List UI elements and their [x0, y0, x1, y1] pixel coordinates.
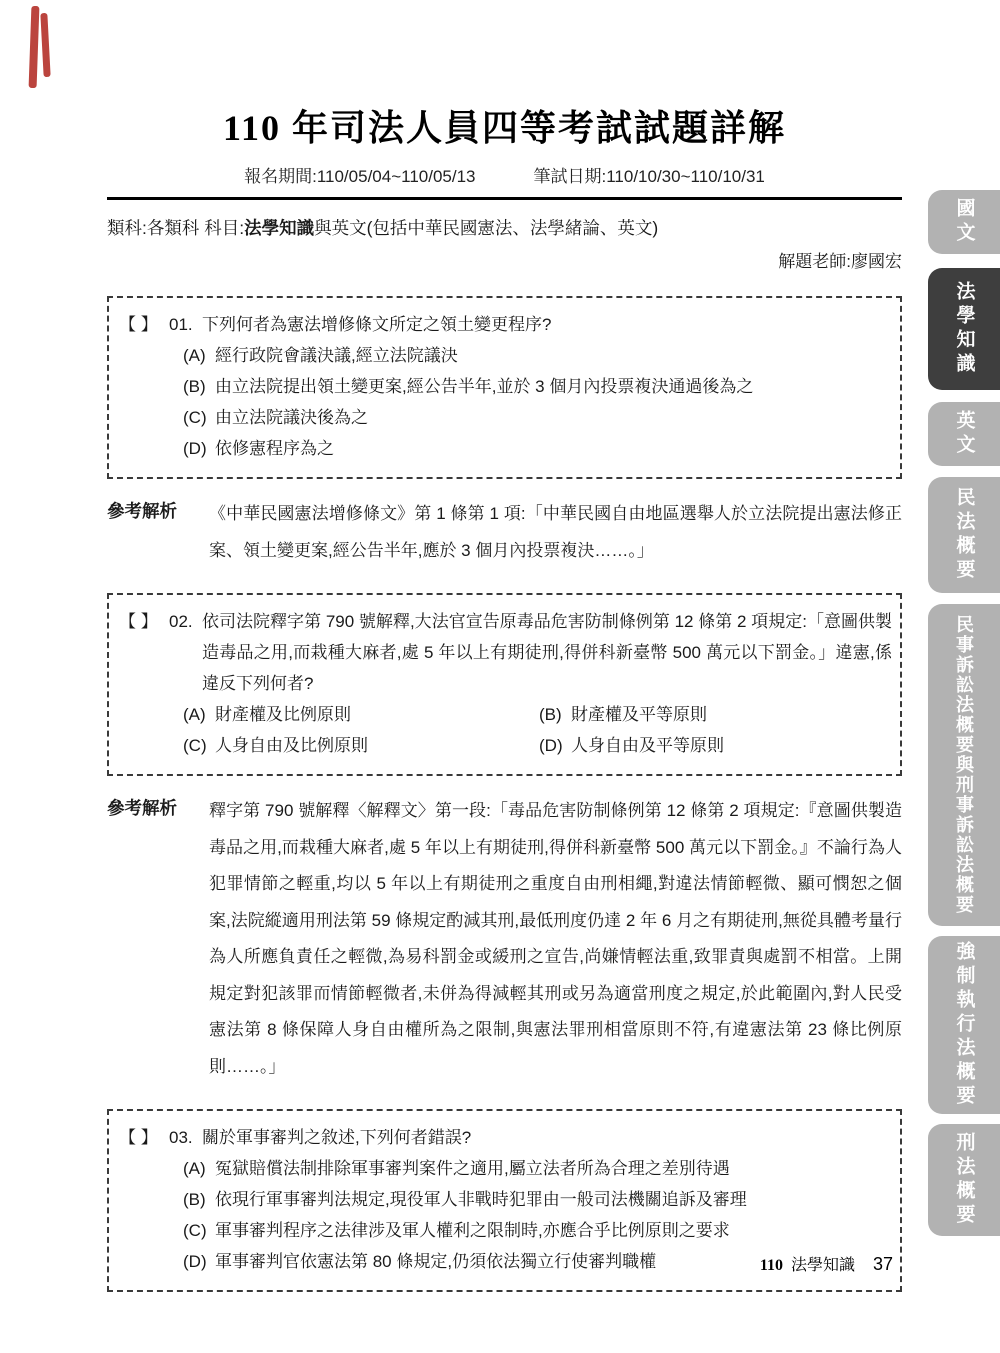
category-line: [107, 215, 902, 240]
option-c: [183, 1215, 892, 1246]
footer-year: 110: [759, 1257, 783, 1274]
option-text: 財產權及平等原則: [571, 705, 707, 724]
option-text: 經行政院會議決議,經立法院議決: [215, 346, 458, 365]
solver-name: 解題老師:廖國宏: [778, 252, 902, 271]
option-text: 人身自由及比例原則: [215, 736, 368, 755]
option-d: [183, 433, 892, 464]
question-text: 關於軍事審判之敘述,下列何者錯誤?: [202, 1128, 472, 1147]
option-a: [183, 699, 539, 730]
option-label: (B): [539, 705, 562, 724]
question-box-01: [107, 296, 902, 479]
footer-subject: 法學知識: [790, 1257, 855, 1274]
option-d: [539, 730, 892, 761]
option-text: 人身自由及平等原則: [571, 736, 724, 755]
answer-brackets: 【 】: [119, 612, 158, 631]
option-label: (A): [183, 1159, 206, 1178]
option-label: (D): [539, 736, 563, 755]
question-head: [119, 606, 892, 699]
option-label: (C): [183, 408, 207, 427]
option-c: [183, 402, 892, 433]
option-a: [183, 340, 892, 371]
analysis-block-01: [107, 496, 902, 569]
option-text: 軍事審判程序之法律涉及軍人權利之限制時,亦應合乎比例原則之要求: [215, 1221, 730, 1240]
tab-label: 法學知識: [953, 281, 975, 377]
question-text: 下列何者為憲法增修條文所定之領土變更程序?: [202, 315, 552, 334]
answer-brackets: 【 】: [119, 1128, 158, 1147]
option-b: [539, 699, 892, 730]
question-box-02: [107, 593, 902, 776]
subject-name: 法學知識: [244, 218, 315, 238]
analysis-label: 參考解析: [107, 501, 177, 521]
analysis-label: 參考解析: [107, 798, 177, 818]
registration-period: 報名期間:110/05/04~110/05/13: [244, 167, 476, 186]
option-label: (B): [183, 377, 206, 396]
option-text: 由立法院提出領土變更案,經公告半年,並於 3 個月內投票複決通過後為之: [215, 377, 754, 396]
tab-criminal-law: [928, 1124, 1000, 1236]
option-label: (A): [183, 705, 206, 724]
analysis-text: 釋字第 790 號解釋〈解釋文〉第一段:「毒品危害防制條例第 12 條第 2 項規定:『意圖供製造毒品之用,而栽種大麻者,處 5 年以上有期徒刑,得併科新臺幣 500 萬元以下罰金。』不論行為人犯罪情節之輕重,均以 5 年以上有期徒刑之重度自由刑相繩,對違法情節輕微、顯可憫恕之個案,法院縱適用刑法第 59 條規定酌減其刑,最低刑度仍達 2 年 6 月之有期徒刑,無從具體考量行為人所應負責任之輕微,為易科罰金或緩刑之宣告,尚嫌情輕法重,致罪責與處罰不相當。上開規定對犯該罪而情節輕微者,未併為得減輕其刑或另為適當刑度之規定,於此範圍內,對人民受憲法第 8 條保障人身自由權所為之限制,與憲法罪刑相當原則不符,有違憲法第 23 條比例原則……。」: [209, 801, 902, 1076]
options-list: [183, 340, 892, 464]
tab-label: 民事訴訟法概要與刑事訴訟法概要: [954, 615, 974, 915]
category-prefix: 類科:各類科 科目:: [107, 218, 245, 238]
written-exam-date: 筆試日期:110/10/30~110/10/31: [533, 167, 765, 186]
option-label: (D): [183, 439, 207, 458]
tab-label: 民法概要: [953, 487, 975, 583]
tab-label: 刑法概要: [953, 1132, 975, 1228]
option-label: (A): [183, 346, 206, 365]
exam-dates-line: [107, 162, 902, 187]
tab-compulsory-enforcement: [928, 936, 1000, 1114]
option-text: 冤獄賠償法制排除軍事審判案件之適用,屬立法者所為合理之差別待遇: [215, 1159, 730, 1178]
option-b: [183, 371, 892, 402]
question-number: 02.: [169, 612, 193, 631]
question-head: [119, 309, 892, 340]
options-list: [183, 699, 892, 761]
tab-label: 強制執行法概要: [953, 941, 975, 1109]
option-text: 財產權及比例原則: [215, 705, 351, 724]
tab-label: 英文: [953, 410, 975, 458]
option-a: [183, 1153, 892, 1184]
analysis-block-02: [107, 793, 902, 1085]
question-number: 03.: [169, 1128, 193, 1147]
question-text: 依司法院釋字第 790 號解釋,大法官宣告原毒品危害防制條例第 12 條第 2 項規定:「意圖供製造毒品之用,而栽種大麻者,處 5 年以上有期徒刑,得併科新臺幣 500 萬元以下罰金。」違憲,係違反下列何者?: [202, 612, 892, 693]
option-text: 依現行軍事審判法規定,現役軍人非戰時犯罪由一般司法機關追訴及審理: [215, 1190, 747, 1209]
tab-civil-law: [928, 477, 1000, 593]
tab-civil-criminal-procedure: [928, 604, 1000, 926]
footer-page-number: 37: [872, 1254, 893, 1274]
tab-legal-knowledge: [928, 268, 1000, 390]
option-c: [183, 730, 539, 761]
question-head: [119, 1122, 892, 1153]
tab-chinese: [928, 190, 1000, 254]
page-title: 110 年司法人員四等考試試題詳解: [222, 108, 786, 148]
option-text: 依修憲程序為之: [215, 439, 334, 458]
option-label: (C): [183, 736, 207, 755]
option-text: 軍事審判官依憲法第 80 條規定,仍須依法獨立行使審判職權: [215, 1252, 657, 1271]
question-number: 01.: [169, 315, 193, 334]
option-label: (D): [183, 1252, 207, 1271]
option-b: [183, 1184, 892, 1215]
answer-brackets: 【 】: [119, 315, 158, 334]
analysis-text: 《中華民國憲法增修條文》第 1 條第 1 項:「中華民國自由地區選舉人於立法院提出憲法修正案、領土變更案,經公告半年,應於 3 個月內投票複決……。」: [209, 504, 902, 560]
header-divider: [107, 197, 902, 200]
option-label: (B): [183, 1190, 206, 1209]
tab-english: [928, 402, 1000, 466]
option-text: 由立法院議決後為之: [215, 408, 368, 427]
page-footer: [760, 1252, 893, 1275]
option-label: (C): [183, 1221, 207, 1240]
category-suffix: 與英文(包括中華民國憲法、法學緒論、英文): [314, 218, 659, 238]
tab-label: 國文: [953, 198, 975, 246]
